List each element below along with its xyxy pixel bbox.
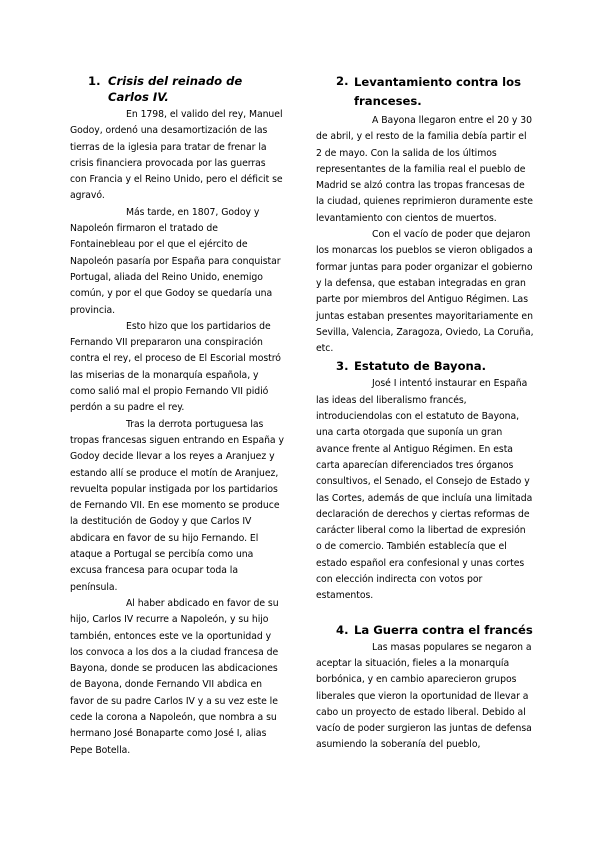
paragraph: Más tarde, en 1807, Godoy y Napoleón firmaron el tratado de Fontainebleau por el que el ejército de Napoleón pasaría por España para conquistar Portugal, aliada del Reino Unido, enemigo común, y por el que Godoy se quedaría una provincia.	[70, 206, 281, 316]
section-heading	[336, 358, 534, 374]
section-number: 1.	[88, 74, 101, 88]
section-title: Crisis del reinado de Carlos IV.	[108, 74, 243, 104]
paragraph: Con el vacío de poder que dejaron los monarcas los pueblos se vieron obligados a formar juntas para poder organizar el gobierno y la defensa, que estaban integradas en gran parte por miembros del Antiguo Régimen. Las juntas estaban presentes mayoritariamente en Sevilla, Valencia, Zaragoza, Oviedo, La Coruña, etc.	[316, 229, 534, 355]
section-heading	[88, 73, 284, 105]
section-title: Estatuto de Bayona.	[354, 359, 487, 374]
paragraph: José I intentó instaurar en España las ideas del liberalismo francés, introduciendolas con el estatuto de Bayona, una carta otorgada que suponía un gran avance frente al Antiguo Régimen. En esta carta aparecían diferenciados tres órganos consultivos, el Senado, el Consejo de Estado y las Cortes, además de que incluía una limitada declaración de derechos y ciertas reformas de carácter liberal como la libertad de expresión o de comercio. También establecía que el estado español era confesional y unas cortes con elección indirecta con votos por estamentos.	[316, 378, 533, 602]
section-number: 2.	[336, 74, 349, 88]
left-column	[70, 73, 284, 759]
section-heading	[336, 622, 534, 638]
paragraph: En 1798, el valido del rey, Manuel Godoy, ordenó una desamortización de las tierras de la iglesia para tratar de frenar la crisis financiera provocada por las guerras con Francia y el Reino Unido, pero el déficit se agravó.	[70, 109, 283, 202]
right-column	[316, 73, 534, 754]
section-heading	[336, 73, 534, 111]
section-number: 4.	[336, 622, 349, 637]
paragraph: Tras la derrota portuguesa las tropas francesas siguen entrando en España y Godoy decide llevar a los reyes a Aranjuez y estando allí se produce el motín de Aranjuez, revuelta popular instigada por los partidarios de Fernando VII. En ese momento se produce la destitución de Godoy y que Carlos IV abdicara en favor de su hijo Fernando. El ataque a Portugal se percibía como una excusa francesa para ocupar toda la península.	[70, 418, 284, 593]
section-title: La Guerra contra el francés	[354, 622, 533, 637]
section-title: Levantamiento contra los franceses.	[354, 75, 522, 108]
paragraph: A Bayona llegaron entre el 20 y 30 de abril, y el resto de la familia debía partir el 2 de mayo. Con la salida de los últimos representantes de la familia real el pueblo de Madrid se alzó contra las tropas francesas de la ciudad, quienes reprimieron duramente este levantamiento con cientos de muertos.	[316, 115, 533, 224]
paragraph: Esto hizo que los partidarios de Fernando VII prepararon una conspiración contra el rey, el proceso de El Escorial mostró las miserias de la monarquía española, y como salió mal el propio Fernando VII pidió perdón a su padre el rey.	[70, 320, 281, 414]
paragraph: Las masas populares se negaron a aceptar la situación, fieles a la monarquía borbónica, y en cambio aparecieron grupos liberales que vieron la oportunidad de llevar a cabo un proyecto de estado liberal. Debido al vacío de poder surgieron las juntas de defensa asumiendo la soberanía del pueblo,	[316, 641, 532, 751]
paragraph: Al haber abdicado en favor de su hijo, Carlos IV recurre a Napoleón, y su hijo también, entonces este ve la oportunidad y los convoca a los dos a la ciudad francesa de Bayona, donde se producen las abdicaciones de Bayona, donde Fernando VII abdica en favor de su padre Carlos IV y a su vez este le cede la corona a Napoleón, que nombra a su hermano José Bonaparte como José I, alias Pepe Botella.	[70, 597, 279, 756]
section-number: 3.	[336, 359, 349, 374]
